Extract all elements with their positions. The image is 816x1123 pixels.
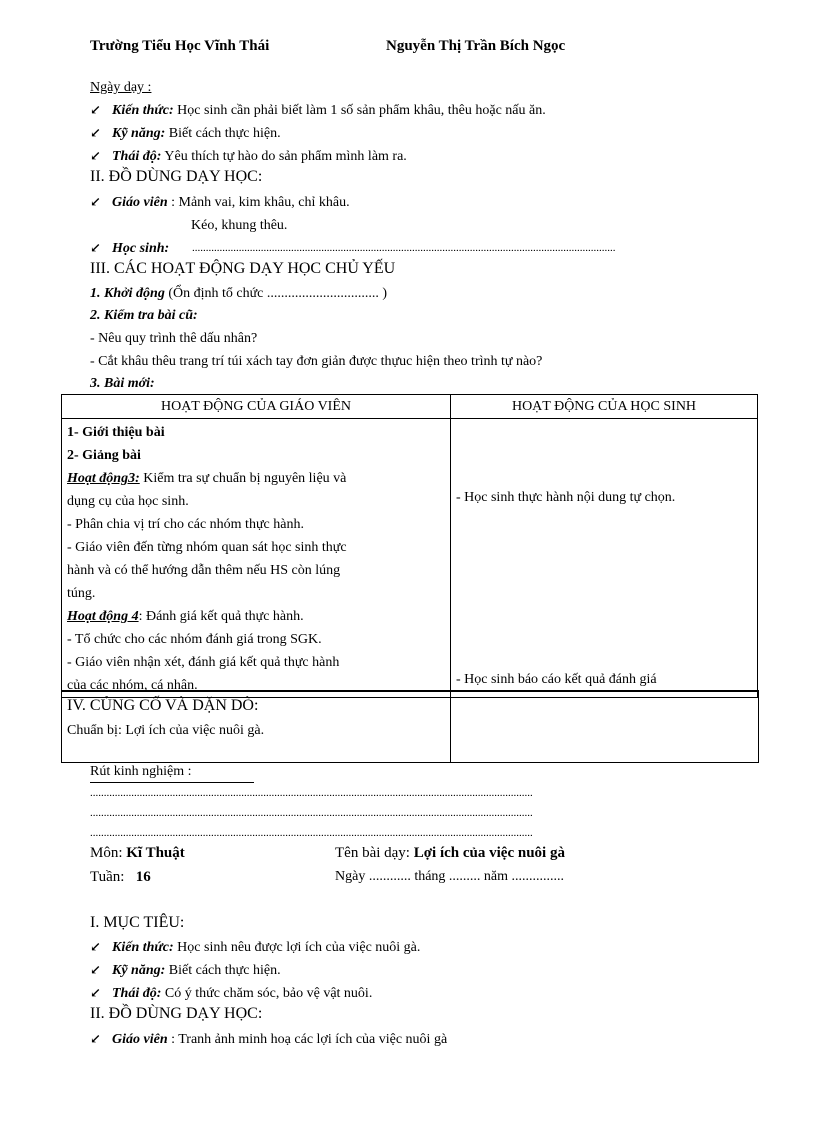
thai-do-text-2: Có ý thức chăm sóc, bảo vệ vật nuôi. [161,986,373,1001]
check-arrow-icon: ↙ [90,125,101,140]
kien-thuc-text-2: Học sinh nêu được lợi ích của việc nuôi gà. [173,940,421,955]
rut-kinh-nghiem-dots-2: ................................................................................................................................................................. [90,807,533,819]
kien-thuc-label: Kiến thức: [112,103,174,118]
rut-kinh-nghiem-dots-3: ................................................................................................................................................................. [90,827,533,839]
mon-line [90,845,185,862]
ky-nang-text: Biết cách thực hiện. [165,126,281,141]
teacher-line: hành và có thể hướng dẫn thêm nếu HS còn lúng [67,563,341,578]
teacher-name: Nguyễn Thị Trần Bích Ngọc [386,38,566,54]
kiem-tra-label: 2. Kiểm tra bài cũ: [90,308,198,323]
tuan-value: 16 [135,869,151,885]
hoc-sinh-dots: .......................................................................................................................................................... [192,242,616,254]
ky-nang-label: Kỹ năng: [112,126,166,141]
check-arrow-icon: ↙ [90,102,101,117]
cung-co-divider [450,692,451,762]
section-do-dung: II. ĐỒ DÙNG DẠY HỌC: [90,168,263,185]
check-arrow-icon: ↙ [90,148,101,163]
thai-do-text: Yêu thích tự hào do sản phẩm mình làm ra. [161,149,407,164]
rut-kinh-nghiem-label: Rút kinh nghiệm : [90,762,254,783]
section-hoat-dong: III. CÁC HOẠT ĐỘNG DẠY HỌC CHỦ YẾU [90,260,396,277]
section-do-dung-2: II. ĐỒ DÙNG DẠY HỌC: [90,1005,263,1022]
kien-thuc-line [90,100,546,121]
kiem-tra-q2: - Cắt khâu thêu trang trí túi xách tay đơn giản được thựuc hiện theo trình tự nào? [90,354,543,369]
cung-co-box [61,690,759,763]
section-cung-co: IV. CỦNG CỐ VÀ DẶN DÒ: [67,697,259,714]
hoat-dong-3-label: Hoạt động3: [67,471,140,486]
teacher-line: - Tổ chức cho các nhóm đánh giá trong SGK. [67,632,322,647]
rut-kinh-nghiem-dots-1: ................................................................................................................................................................. [90,787,533,799]
mon-label: Môn: [90,845,123,861]
hoc-sinh-line [90,238,169,259]
teacher-line: 2- Giảng bài [67,448,141,463]
giao-vien-line-2 [90,1029,447,1050]
ky-nang-label-2: Kỹ năng: [112,963,166,978]
giao-vien-text: : Mảnh vai, kim khâu, chỉ khâu. [167,195,350,210]
giao-vien-label: Giáo viên [112,195,168,210]
khoi-dong-line [90,284,387,304]
thai-do-label: Thái độ: [112,149,162,164]
check-arrow-icon: ↙ [90,985,101,1000]
hoat-dong-4-text: : Đánh giá kết quả thực hành. [138,609,304,624]
kiem-tra-q1: - Nêu quy trình thê dấu nhân? [90,331,258,346]
school-name: Trường Tiểu Học Vĩnh Thái [90,38,270,54]
ngay-line: Ngày ............ tháng ......... năm ............... [335,869,565,884]
khoi-dong-label: 1. Khởi động [90,286,165,301]
kien-thuc-line-2 [90,937,420,958]
student-line: - Học sinh báo cáo kết quả đánh giá [456,672,657,687]
ten-bai-label: Tên bài dạy: [335,845,410,861]
student-activities [451,419,758,698]
kien-thuc-text: Học sinh cần phải biết làm 1 số sản phẩm khâu, thêu hoặc nấu ăn. [173,103,546,118]
teacher-line: - Phân chia vị trí cho các nhóm thực hành. [67,517,304,532]
teacher-activities [62,419,451,698]
col-teacher-header: HOẠT ĐỘNG CỦA GIÁO VIÊN [62,395,451,419]
hoat-dong-4-label: Hoạt động 4 [67,609,139,624]
giao-vien-text2: Kéo, khung thêu. [191,218,288,233]
activities-table [61,394,758,698]
thai-do-line-2 [90,983,372,1004]
giao-vien-text-2: : Tranh ảnh minh hoạ các lợi ích của việc nuôi gà [167,1032,448,1047]
teacher-line: dụng cụ của học sinh. [67,494,189,509]
teacher-line: - Giáo viên nhận xét, đánh giá kết quả thực hành [67,655,340,670]
ky-nang-line [90,123,281,144]
khoi-dong-text: (Ổn định tổ chức ................................ ) [164,286,388,301]
thai-do-line [90,146,407,167]
tuan-line [90,869,151,886]
mon-value: Kĩ Thuật [126,845,185,861]
check-arrow-icon: ↙ [90,1031,101,1046]
hoc-sinh-label: Học sinh: [112,241,170,256]
teacher-line: túng. [67,586,96,601]
ky-nang-text-2: Biết cách thực hiện. [165,963,281,978]
check-arrow-icon: ↙ [90,240,101,255]
teacher-line: 1- Giới thiệu bài [67,425,165,440]
thai-do-label-2: Thái độ: [112,986,162,1001]
student-line: - Học sinh thực hành nội dung tự chọn. [456,490,676,505]
col-student-header: HOẠT ĐỘNG CỦA HỌC SINH [451,395,758,419]
check-arrow-icon: ↙ [90,194,101,209]
ky-nang-line-2 [90,960,281,981]
tuan-label: Tuần: [90,869,125,885]
giao-vien-line [90,192,350,213]
kien-thuc-label-2: Kiến thức: [112,940,174,955]
bai-moi-label: 3. Bài mới: [90,376,155,391]
chuan-bi-text: Chuẩn bị: Lợi ích của việc nuôi gà. [67,723,265,738]
ngay-day: Ngày dạy : [90,80,152,95]
check-arrow-icon: ↙ [90,962,101,977]
giao-vien-label-2: Giáo viên [112,1032,168,1047]
teacher-line: - Giáo viên đến từng nhóm quan sát học sinh thực [67,540,347,555]
hoat-dong-3-text: Kiểm tra sự chuẩn bị nguyên liệu và [139,471,347,486]
ten-bai-value: Lợi ích của việc nuôi gà [413,845,565,861]
teacher-line: của các nhóm, cá nhân. [67,678,198,693]
check-arrow-icon: ↙ [90,939,101,954]
ten-bai-line [335,845,565,862]
section-muc-tieu: I. MỤC TIÊU: [90,914,185,931]
